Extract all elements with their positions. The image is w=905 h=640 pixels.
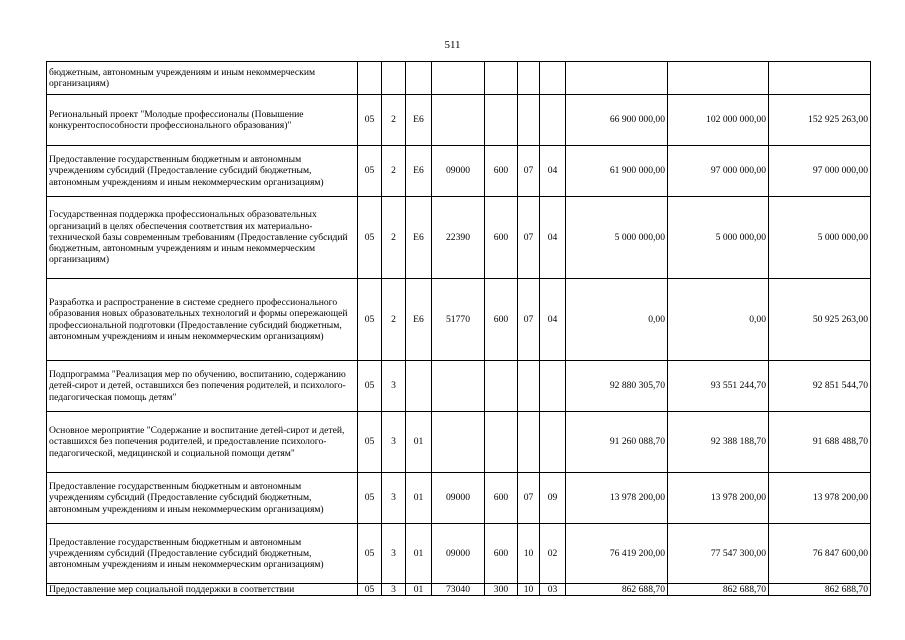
code-subprogram: 2: [382, 279, 406, 361]
code-expense-type: 600: [485, 197, 518, 279]
code-expense-type: 600: [485, 146, 518, 197]
code-expense-type: 600: [485, 524, 518, 584]
amount-year-3: 76 847 600,00: [769, 524, 871, 584]
code-expense-type: 600: [485, 279, 518, 361]
code-subprogram: 3: [382, 361, 406, 412]
budget-table: [46, 61, 871, 596]
code-podrazdel: 09: [540, 473, 566, 524]
amount-year-3: 91 688 488,70: [769, 412, 871, 473]
code-expense-type: 300: [485, 584, 518, 596]
code-direction: [432, 95, 485, 146]
page-number: 511: [444, 39, 461, 51]
amount-year-2: 0,00: [668, 279, 769, 361]
code-razdel: [518, 62, 540, 95]
table-row: [47, 62, 871, 95]
amount-year-1: 0,00: [566, 279, 668, 361]
code-expense-type: [485, 62, 518, 95]
row-description: Предоставление государственным бюджетным и автономным учреждениям субсидий (Предоставление субсидий бюджетным, автономным учреждениям и иным некоммерческим организациям): [47, 524, 358, 584]
code-direction: 51770: [432, 279, 485, 361]
amount-year-1: 91 260 088,70: [566, 412, 668, 473]
code-expense-type: [485, 361, 518, 412]
code-direction: [432, 62, 485, 95]
row-description: Предоставление государственным бюджетным и автономным учреждениям субсидий (Предоставление субсидий бюджетным, автономным учреждениям и иным некоммерческим организациям): [47, 146, 358, 197]
table-row: [47, 584, 871, 596]
amount-year-3: 152 925 263,00: [769, 95, 871, 146]
amount-year-2: [668, 62, 769, 95]
amount-year-1: [566, 62, 668, 95]
code-event: 01: [406, 473, 432, 524]
code-expense-type: [485, 412, 518, 473]
code-podrazdel: 04: [540, 197, 566, 279]
table-row: [47, 412, 871, 473]
row-description: Разработка и распространение в системе среднего профессионального образования новых образовательных технологий и формы опережающей профессиональной подготовки (Предоставление субсидий бюджетным, автономным учреждениям и иным некоммерческим организациям): [47, 279, 358, 361]
table-row: [47, 95, 871, 146]
code-direction: 73040: [432, 584, 485, 596]
code-podrazdel: 04: [540, 279, 566, 361]
table-row: [47, 197, 871, 279]
code-razdel: 10: [518, 584, 540, 596]
code-subprogram: 3: [382, 524, 406, 584]
code-event: Е6: [406, 279, 432, 361]
code-section: 05: [358, 412, 382, 473]
code-podrazdel: [540, 361, 566, 412]
amount-year-3: 97 000 000,00: [769, 146, 871, 197]
amount-year-1: 92 880 305,70: [566, 361, 668, 412]
code-direction: [432, 361, 485, 412]
code-razdel: [518, 412, 540, 473]
code-section: 05: [358, 279, 382, 361]
code-razdel: 10: [518, 524, 540, 584]
row-description: Подпрограмма "Реализация мер по обучению, воспитанию, содержанию детей-сирот и детей, оставшихся без попечения родителей, и психолого-педагогическая помощь детям": [47, 361, 358, 412]
code-event: 01: [406, 524, 432, 584]
table-row: [47, 473, 871, 524]
code-subprogram: 3: [382, 473, 406, 524]
amount-year-1: 61 900 000,00: [566, 146, 668, 197]
row-description: Государственная поддержка профессиональных образовательных организаций в целях обеспечения соответствия их материально-технической базы современным требованиям (Предоставление субсидий бюджетным, автономным учреждениям и иным некоммерческим организациям): [47, 197, 358, 279]
code-razdel: 07: [518, 146, 540, 197]
table-row: [47, 361, 871, 412]
code-razdel: 07: [518, 473, 540, 524]
amount-year-1: 862 688,70: [566, 584, 668, 596]
amount-year-1: 66 900 000,00: [566, 95, 668, 146]
code-event: Е6: [406, 95, 432, 146]
code-section: 05: [358, 146, 382, 197]
code-podrazdel: [540, 62, 566, 95]
code-section: 05: [358, 361, 382, 412]
amount-year-3: 5 000 000,00: [769, 197, 871, 279]
code-direction: 09000: [432, 473, 485, 524]
amount-year-2: 862 688,70: [668, 584, 769, 596]
code-subprogram: 2: [382, 146, 406, 197]
code-section: 05: [358, 197, 382, 279]
code-section: 05: [358, 95, 382, 146]
table-row: [47, 279, 871, 361]
code-section: 05: [358, 473, 382, 524]
code-podrazdel: [540, 95, 566, 146]
code-razdel: [518, 95, 540, 146]
code-direction: 22390: [432, 197, 485, 279]
code-podrazdel: 03: [540, 584, 566, 596]
code-direction: [432, 412, 485, 473]
amount-year-2: 92 388 188,70: [668, 412, 769, 473]
amount-year-1: 76 419 200,00: [566, 524, 668, 584]
amount-year-2: 13 978 200,00: [668, 473, 769, 524]
code-podrazdel: 02: [540, 524, 566, 584]
code-event: [406, 361, 432, 412]
amount-year-2: 93 551 244,70: [668, 361, 769, 412]
code-subprogram: 3: [382, 412, 406, 473]
amount-year-2: 77 547 300,00: [668, 524, 769, 584]
row-description: бюджетным, автономным учреждениям и иным некоммерческим организациям): [47, 62, 358, 95]
code-event: Е6: [406, 146, 432, 197]
row-description: Основное мероприятие "Содержание и воспитание детей-сирот и детей, оставшихся без попечения родителей, и предоставление психолого-педагогической, медицинской и социальной помощи детям": [47, 412, 358, 473]
code-event: [406, 62, 432, 95]
code-subprogram: [382, 62, 406, 95]
amount-year-3: 13 978 200,00: [769, 473, 871, 524]
amount-year-1: 13 978 200,00: [566, 473, 668, 524]
amount-year-2: 5 000 000,00: [668, 197, 769, 279]
code-event: 01: [406, 412, 432, 473]
amount-year-3: 50 925 263,00: [769, 279, 871, 361]
code-razdel: 07: [518, 197, 540, 279]
amount-year-3: [769, 62, 871, 95]
amount-year-3: 92 851 544,70: [769, 361, 871, 412]
code-event: 01: [406, 584, 432, 596]
row-description: Предоставление государственным бюджетным и автономным учреждениям субсидий (Предоставление субсидий бюджетным, автономным учреждениям и иным некоммерческим организациям): [47, 473, 358, 524]
budget-table-body: [47, 62, 871, 596]
code-event: Е6: [406, 197, 432, 279]
code-section: 05: [358, 524, 382, 584]
row-description: Региональный проект "Молодые профессионалы (Повышение конкурентоспособности профессионального образования)": [47, 95, 358, 146]
amount-year-2: 102 000 000,00: [668, 95, 769, 146]
code-podrazdel: 04: [540, 146, 566, 197]
code-expense-type: [485, 95, 518, 146]
code-podrazdel: [540, 412, 566, 473]
code-expense-type: 600: [485, 473, 518, 524]
code-direction: 09000: [432, 524, 485, 584]
table-row: [47, 146, 871, 197]
code-direction: 09000: [432, 146, 485, 197]
amount-year-1: 5 000 000,00: [566, 197, 668, 279]
amount-year-3: 862 688,70: [769, 584, 871, 596]
code-razdel: [518, 361, 540, 412]
amount-year-2: 97 000 000,00: [668, 146, 769, 197]
code-subprogram: 2: [382, 197, 406, 279]
code-section: [358, 62, 382, 95]
code-razdel: 07: [518, 279, 540, 361]
table-row: [47, 524, 871, 584]
row-description: Предоставление мер социальной поддержки в соответствии: [47, 584, 358, 596]
code-subprogram: 3: [382, 584, 406, 596]
code-subprogram: 2: [382, 95, 406, 146]
code-section: 05: [358, 584, 382, 596]
